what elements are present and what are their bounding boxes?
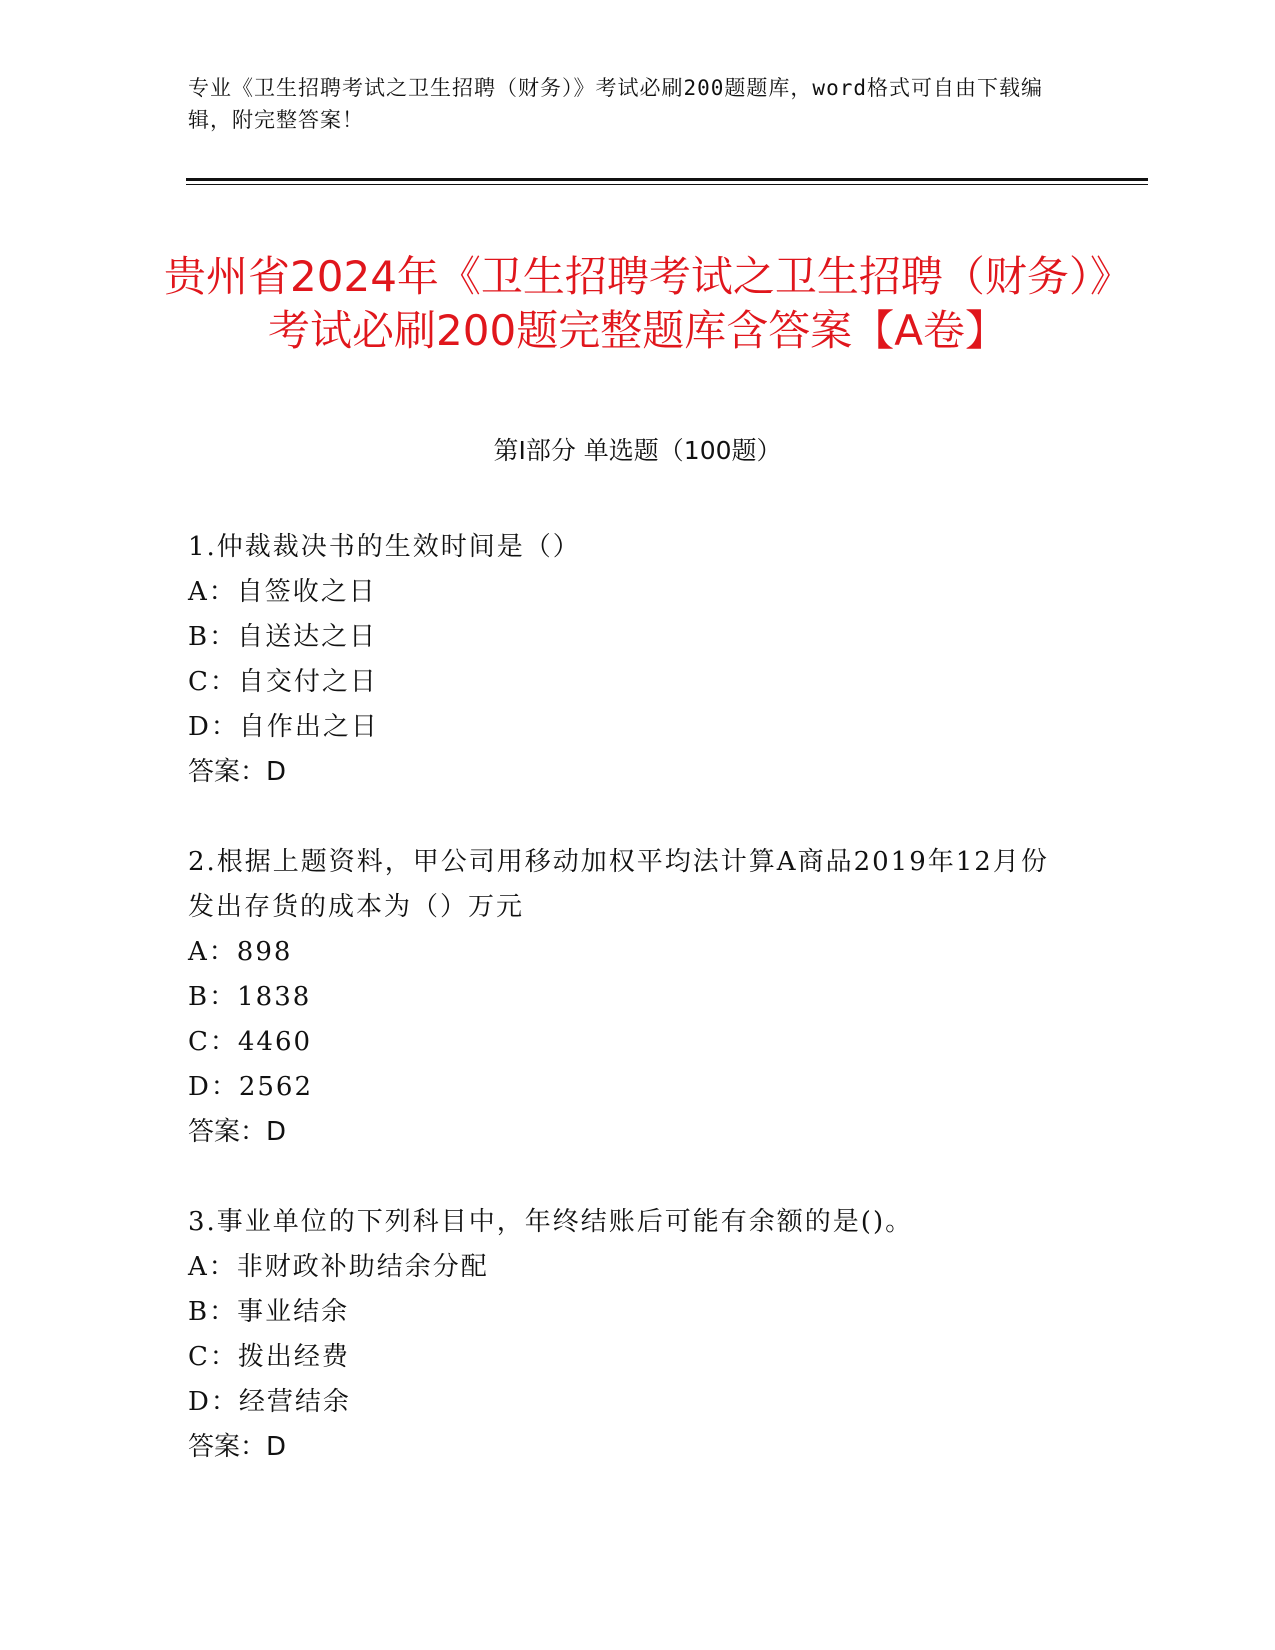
answer-line: 答案：D [188, 1117, 287, 1147]
option-a: A：898 [188, 937, 293, 967]
question-1 [188, 525, 1068, 795]
answer-line: 答案：D [188, 757, 287, 787]
question-3 [188, 1200, 1068, 1470]
option-c: C：自交付之日 [188, 667, 378, 697]
document-title: 贵州省2024年《卫生招聘考试之卫生招聘（财务）》考试必刷200题完整题库含答案【A卷】 [164, 252, 1111, 356]
option-a: A：自签收之日 [188, 577, 377, 607]
option-a: A：非财政补助结余分配 [188, 1252, 489, 1282]
divider-thin-line [186, 184, 1148, 185]
answer-line: 答案：D [188, 1432, 287, 1462]
option-c: C：4460 [188, 1027, 313, 1057]
question-stem: 3.事业单位的下列科目中，年终结账后可能有余额的是()。 [188, 1207, 914, 1237]
question-stem: 1.仲裁裁决书的生效时间是（） [188, 532, 581, 562]
divider-thick-line [186, 178, 1148, 181]
option-b: B：事业结余 [188, 1297, 350, 1327]
section-heading: 第I部分 单选题（100题） [493, 436, 782, 465]
option-b: B：1838 [188, 982, 312, 1012]
option-b: B：自送达之日 [188, 622, 378, 652]
question-stem: 2.根据上题资料，甲公司用移动加权平均法计算A商品2019年12月份发出存货的成本为（）万元 [188, 847, 1049, 922]
header-note: 专业《卫生招聘考试之卫生招聘（财务）》考试必刷200题题库，word格式可自由下载编辑，附完整答案！ [188, 76, 1043, 132]
question-2 [188, 840, 1068, 1155]
option-c: C：拨出经费 [188, 1342, 350, 1372]
option-d: D：自作出之日 [188, 712, 379, 742]
option-d: D：2562 [188, 1072, 314, 1102]
header-divider [186, 178, 1148, 185]
option-d: D：经营结余 [188, 1387, 351, 1417]
question-list [188, 525, 1068, 1515]
